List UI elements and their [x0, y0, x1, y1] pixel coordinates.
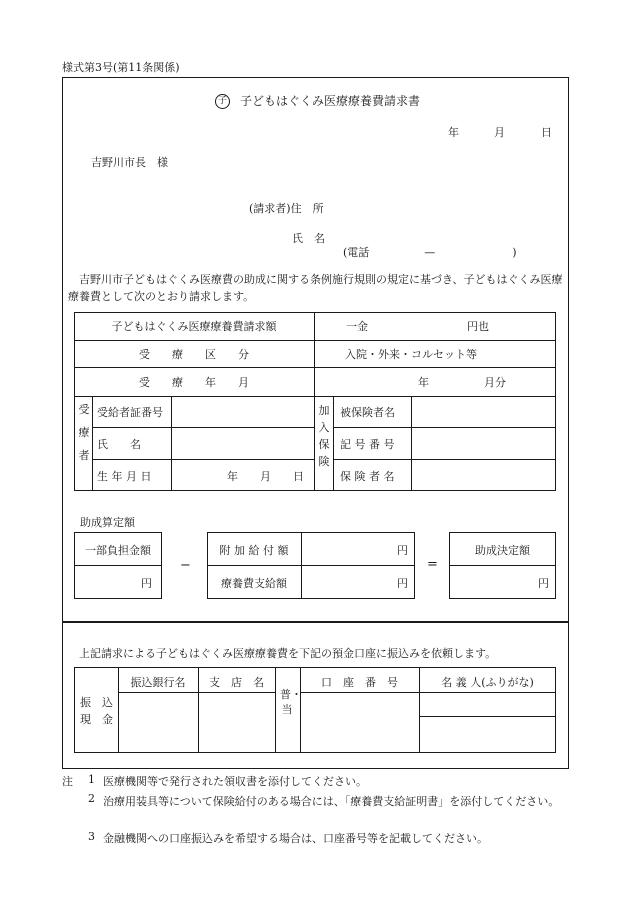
branch-label: 支 店 名	[209, 676, 264, 689]
decision-label: 助成決定額	[475, 544, 530, 557]
partial-label: 一部負担金額	[85, 544, 151, 557]
bank-name-label: 振込銀行名	[130, 676, 186, 689]
holder-label: 名 義 人(ふりがな)	[441, 676, 534, 689]
partial-unit: 円	[141, 577, 152, 590]
note-number: 1	[88, 773, 95, 786]
patient-header: 受療者	[78, 403, 90, 462]
support-label: 療養費支給額	[221, 577, 287, 590]
birth-value: 年 月 日	[227, 470, 304, 483]
calc-heading: 助成算定額	[80, 516, 135, 529]
transfer-label: 振 込 現 金	[80, 696, 113, 726]
claimant-phone-label: (電話 — )	[343, 246, 517, 259]
child-mark-icon: 子	[215, 94, 230, 109]
notes-prefix: 注	[62, 775, 73, 788]
date-day: 日	[541, 126, 552, 139]
intro-text: 吉野川市子どもはぐくみ医療費の助成に関する条例施行規則の規定に基づき、子どもはぐくみ医療療養費として次のとおり請求します。	[68, 273, 563, 303]
note-number: 2	[88, 792, 95, 805]
account-type-label: 普・当	[280, 688, 302, 716]
date-month: 月	[494, 126, 505, 139]
note-text: 医療機関等で発行された領収書を添付してください。	[103, 775, 367, 788]
additional-unit: 円	[397, 544, 408, 557]
addressee: 吉野川市長 様	[91, 156, 168, 169]
claimant-address-label: (請求者)住 所	[249, 202, 324, 215]
claim-amount-label: 子どもはぐくみ医療療養費請求額	[111, 320, 277, 333]
date-year: 年	[448, 126, 459, 139]
claim-amount-value: 一金 円也	[346, 320, 489, 333]
certificate-label: 受給者証番号	[97, 406, 163, 419]
insurer-label: 保 険 者 名	[340, 470, 395, 483]
note-text: 治療用装具等について保険給付のある場合には、「療養費支給証明書」を添付してください。	[103, 795, 560, 808]
minus-sign: −	[180, 558, 191, 573]
account-number-label: 口 座 番 号	[321, 676, 398, 689]
note-text: 金融機関への口座振込みを希望する場合は、口座番号等を記載してください。	[103, 832, 488, 845]
additional-label: 附 加 給 付 額	[219, 544, 289, 557]
claim-table	[74, 312, 556, 491]
patient-name-label: 氏 名	[97, 438, 141, 451]
insurance-header: 加入保険	[318, 404, 330, 468]
period-value: 年 月分	[418, 376, 506, 389]
decision-unit: 円	[538, 577, 549, 590]
insured-label: 被保険者名	[340, 406, 395, 419]
category-value: 入院・外来・コルセット等	[345, 348, 477, 361]
birth-label: 生 年 月 日	[97, 470, 152, 483]
symbol-number-label: 記 号 番 号	[340, 438, 395, 451]
period-label: 受 療 年 月	[139, 376, 249, 389]
form-title-text: 子どもはぐくみ医療療養費請求書	[240, 94, 421, 108]
equals-sign: =	[427, 557, 438, 572]
form-label: 様式第3号(第11条関係)	[62, 61, 180, 74]
claimant-name-label: 氏 名	[292, 232, 325, 245]
note-number: 3	[88, 830, 95, 843]
category-label: 受 療 区 分	[139, 348, 249, 361]
bank-request-text: 上記請求による子どもはぐくみ医療療養費を下記の預金口座に振込みを依頼します。	[79, 647, 497, 660]
support-unit: 円	[397, 577, 408, 590]
form-title	[215, 92, 420, 109]
